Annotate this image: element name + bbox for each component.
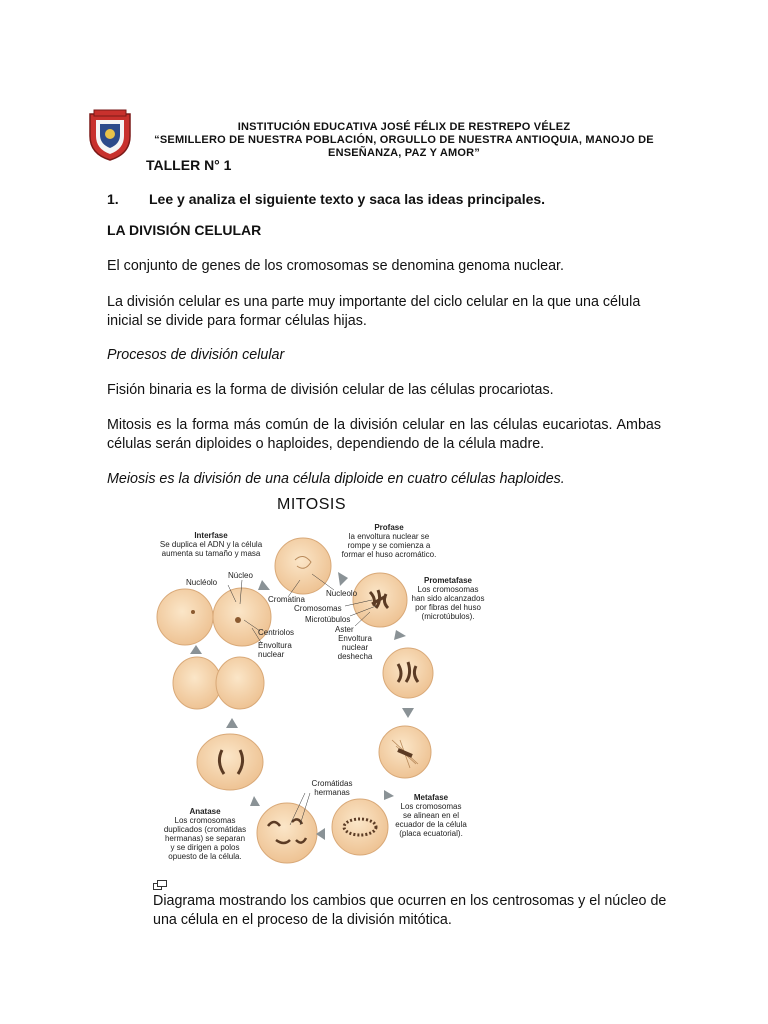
cell-prometafase-late: [383, 648, 433, 698]
institution-name: INSTITUCIÓN EDUCATIVA JOSÉ FÉLIX DE RESTREPO VÉLEZ: [237, 121, 571, 133]
label-cromatina: Cromatina: [268, 595, 305, 604]
institution-motto-line2: ENSEÑANZA, PAZ Y AMOR”: [328, 147, 480, 159]
diagram-title: MITOSIS: [277, 496, 346, 513]
cell-interfase: [157, 588, 271, 646]
enlarge-image-icon[interactable]: [153, 880, 167, 890]
label-metafase: Metafase Los cromosomas se alinean en el ecuador de la célula (placa ecuatorial).: [395, 793, 467, 838]
institution-motto-line1: “SEMILLERO DE NUESTRA POBLACIÓN, ORGULLO DE NUESTRA ANTIOQUIA, MANOJO DE: [154, 134, 654, 146]
cell-anafase: [257, 803, 317, 863]
label-profase: Profase la envoltura nuclear se rompe y se comienza a formar el huso acromático.: [341, 523, 437, 559]
paragraph-binary-fission: Fisión binaria es la forma de división celular de las células procariotas.: [107, 382, 554, 398]
paragraph-meiosis: Meiosis es la división de una célula diploide en cuatro células haploides.: [107, 471, 565, 487]
label-envoltura-deshecha: Envoltura nuclear deshecha: [337, 634, 373, 661]
cell-profase: [275, 538, 331, 594]
label-envoltura-nuclear: Envoltura nuclear: [258, 641, 292, 659]
label-cromatidas-hermanas: Cromátidas hermanas: [311, 779, 353, 797]
paragraph-mitosis: Mitosis es la forma más común de la división celular en las células eucariotas. Ambas células serán diploides o haploides, dependiendo de la célula madre.: [107, 417, 661, 452]
diagram-caption: Diagrama mostrando los cambios que ocurren en los centrosomas y el núcleo de una célula en el proceso de la división mitótica.: [153, 893, 667, 928]
label-nucleolo: Nucléolo: [186, 578, 218, 587]
cell-telofase: [197, 734, 263, 790]
subheading-division-processes: Procesos de división celular: [107, 347, 285, 363]
label-centriolos: Centriolos: [258, 628, 295, 637]
section-title: LA DIVISIÓN CELULAR: [107, 222, 262, 238]
label-nucleolo-profase: Nucleolo: [326, 589, 358, 598]
paragraph-cell-division: La división celular es una parte muy importante del ciclo celular en la que una célula inicial se divide para formar células hijas.: [107, 294, 641, 329]
question-number: 1.: [107, 191, 119, 207]
cell-prometafase: [353, 573, 407, 627]
label-interfase: Interfase Se duplica el ADN y la célula aumenta su tamaño y masa: [159, 531, 263, 558]
label-prometafase: Prometafase Los cromosomas han sido alcanzados por fibras del huso (microtúbulos).: [411, 576, 485, 621]
label-anatase: Anatase Los cromosomas duplicados (cromátidas hermanas) se separan y se dirigen a polos opuesto de la célula.: [163, 807, 247, 861]
cell-metafase-early: [379, 726, 431, 778]
label-microtubulos: Microtúbulos: [305, 615, 351, 624]
cell-cytokinesis: [173, 657, 264, 709]
label-nucleo: Núcleo: [228, 571, 253, 580]
label-aster: Aster: [335, 625, 354, 634]
label-cromosomas: Cromosomas: [294, 604, 342, 613]
cell-metafase: [332, 799, 388, 855]
worksheet-title: TALLER N° 1: [146, 157, 232, 173]
paragraph-genome: El conjunto de genes de los cromosomas se denomina genoma nuclear.: [107, 258, 564, 274]
question-text: Lee y analiza el siguiente texto y saca las ideas principales.: [149, 191, 546, 207]
